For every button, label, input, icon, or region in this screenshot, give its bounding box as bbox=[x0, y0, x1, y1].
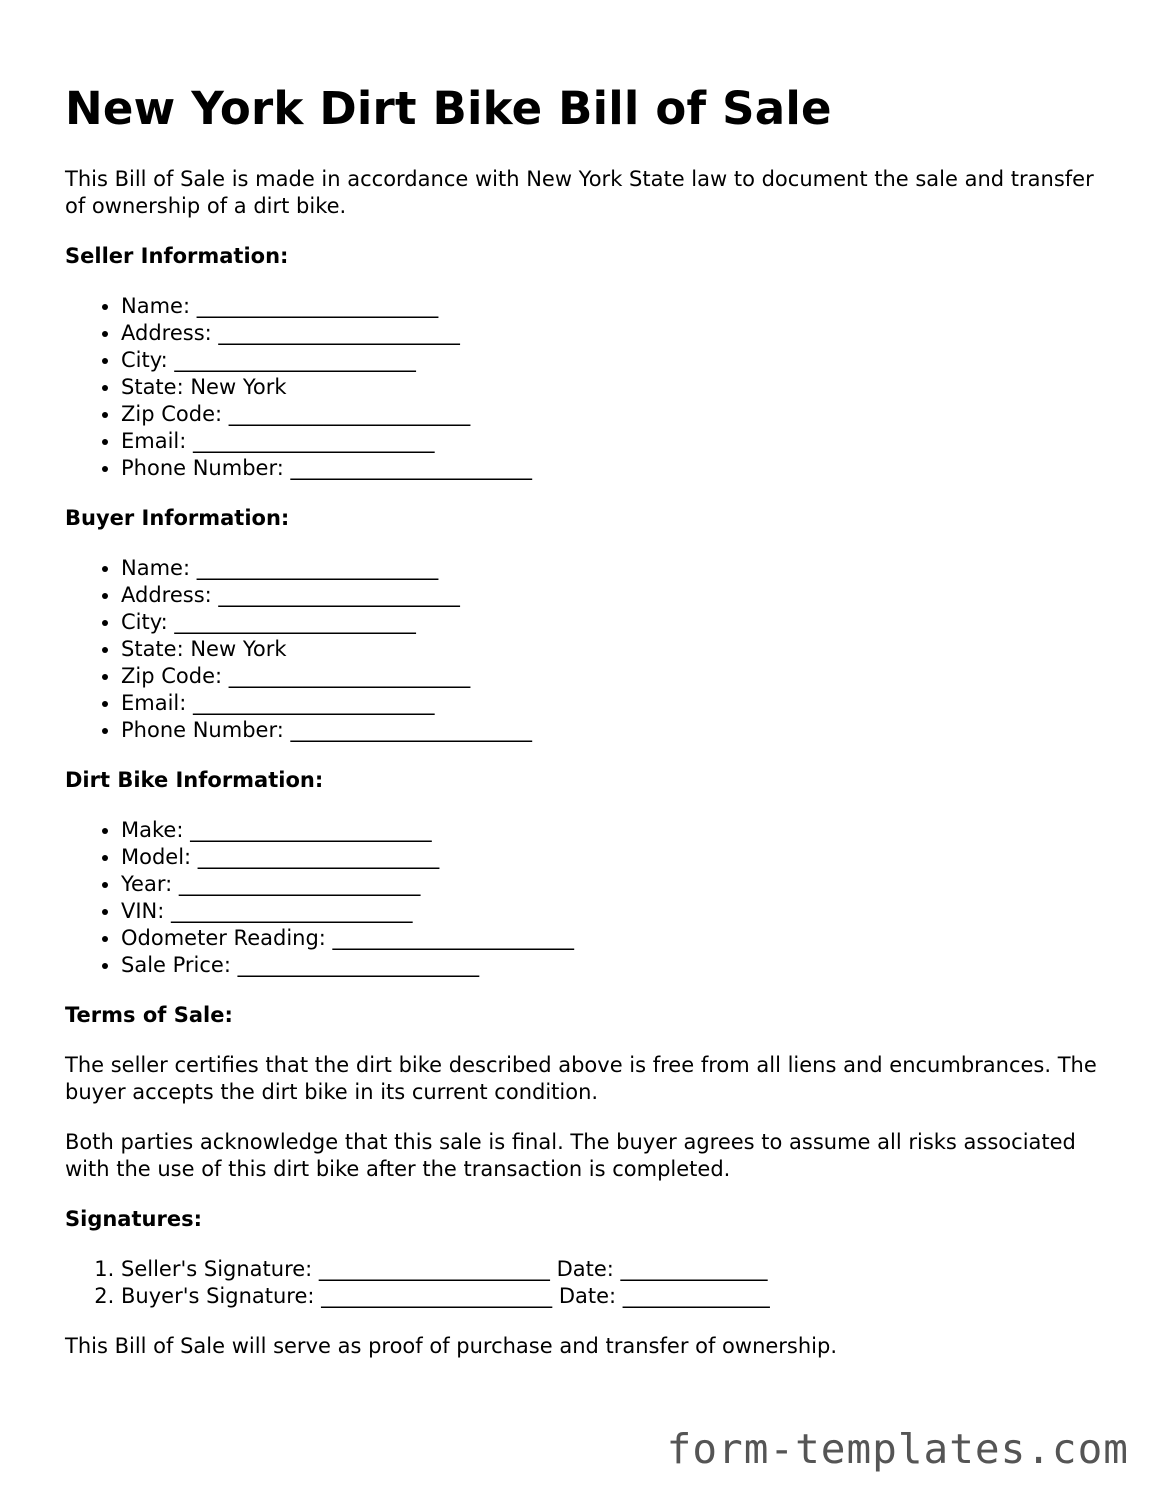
seller-heading: Seller Information: bbox=[65, 244, 289, 268]
terms-paragraph-liens: The seller certifies that the dirt bike described above is free from all liens and encumbrances. The buyer accepts the dirt bike in its current condition. bbox=[65, 1053, 1097, 1104]
buyer-heading: Buyer Information: bbox=[65, 506, 290, 530]
buyer-city-field: • City: _______________________ bbox=[121, 609, 1105, 636]
seller-phone-field: • Phone Number: _______________________ bbox=[121, 455, 1105, 482]
intro-paragraph: This Bill of Sale is made in accordance with New York State law to document the sale and transfer of ownership of a dirt bike. bbox=[65, 167, 1094, 218]
terms-paragraph-final: Both parties acknowledge that this sale is final. The buyer agrees to assume all risks associated with the use of this dirt bike after the transaction is completed. bbox=[65, 1130, 1076, 1181]
signatures-heading: Signatures: bbox=[65, 1207, 202, 1231]
seller-list bbox=[65, 293, 1105, 482]
bike-price-field: • Sale Price: _______________________ bbox=[121, 952, 1105, 979]
bike-vin-field: • VIN: _______________________ bbox=[121, 898, 1105, 925]
seller-city-field: • City: _______________________ bbox=[121, 347, 1105, 374]
seller-zip-field: • Zip Code: _______________________ bbox=[121, 401, 1105, 428]
buyer-name-field: • Name: _______________________ bbox=[121, 555, 1105, 582]
buyer-state-field: • State: New York bbox=[121, 636, 1105, 663]
buyer-phone-field: • Phone Number: _______________________ bbox=[121, 717, 1105, 744]
buyer-zip-field: • Zip Code: _______________________ bbox=[121, 663, 1105, 690]
signatures-list bbox=[65, 1256, 1105, 1310]
buyer-signature-line: 2. Buyer's Signature: ______________________ Date: ______________ bbox=[121, 1283, 1105, 1310]
document-title: New York Dirt Bike Bill of Sale bbox=[65, 82, 832, 135]
seller-name-field: • Name: _______________________ bbox=[121, 293, 1105, 320]
terms-heading: Terms of Sale: bbox=[65, 1003, 233, 1027]
buyer-address-field: • Address: _______________________ bbox=[121, 582, 1105, 609]
bike-model-field: • Model: _______________________ bbox=[121, 844, 1105, 871]
seller-email-field: • Email: _______________________ bbox=[121, 428, 1105, 455]
buyer-list bbox=[65, 555, 1105, 744]
bike-odometer-field: • Odometer Reading: _______________________ bbox=[121, 925, 1105, 952]
bike-year-field: • Year: _______________________ bbox=[121, 871, 1105, 898]
seller-signature-line: 1. Seller's Signature: ______________________ Date: ______________ bbox=[121, 1256, 1105, 1283]
seller-address-field: • Address: _______________________ bbox=[121, 320, 1105, 347]
closing-paragraph: This Bill of Sale will serve as proof of purchase and transfer of ownership. bbox=[65, 1334, 838, 1358]
document-page bbox=[65, 78, 1105, 1383]
bike-make-field: • Make: _______________________ bbox=[121, 817, 1105, 844]
seller-state-field: • State: New York bbox=[121, 374, 1105, 401]
bike-heading: Dirt Bike Information: bbox=[65, 768, 324, 792]
buyer-email-field: • Email: _______________________ bbox=[121, 690, 1105, 717]
watermark-text: form-templates.com bbox=[666, 1425, 1129, 1473]
bike-list bbox=[65, 817, 1105, 979]
